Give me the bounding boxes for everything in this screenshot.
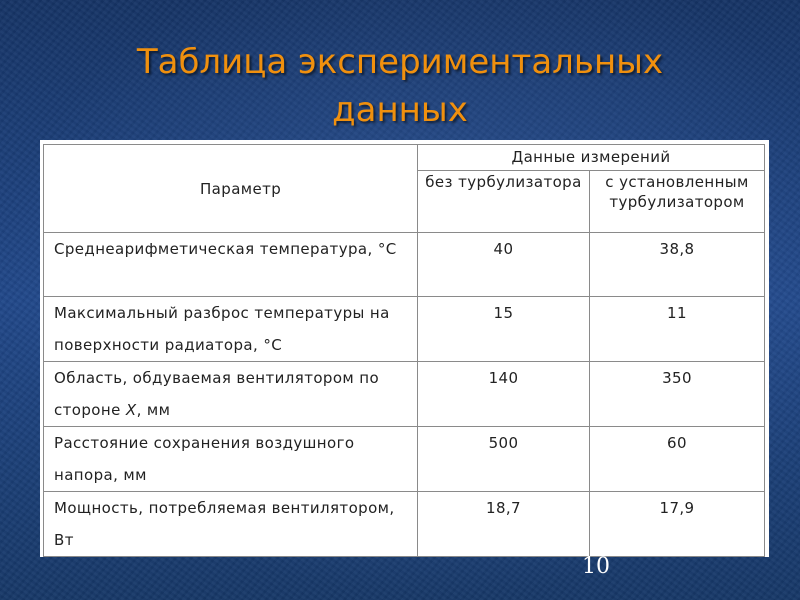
row-value-with: 11 <box>590 297 765 362</box>
slide-title <box>0 38 800 134</box>
row-parameter-variable: X <box>125 401 137 419</box>
header-parameter: Параметр <box>44 145 418 233</box>
row-value-with: 350 <box>590 362 765 427</box>
table-row <box>44 492 765 557</box>
table-row <box>44 233 765 297</box>
row-value-without: 500 <box>418 427 590 492</box>
row-value-without: 40 <box>418 233 590 297</box>
row-value-without: 140 <box>418 362 590 427</box>
header-with-turbulator: с установленным турбулизатором <box>590 171 765 233</box>
experimental-data-table <box>43 144 765 557</box>
row-parameter <box>44 362 418 427</box>
row-parameter-unit: , мм <box>136 401 171 419</box>
row-parameter: Расстояние сохранения воздушного напора, мм <box>44 427 418 492</box>
row-value-without: 15 <box>418 297 590 362</box>
table-header-row <box>44 145 765 171</box>
header-without-turbulator: без турбулизатора <box>418 171 590 233</box>
row-value-with: 60 <box>590 427 765 492</box>
slide-title-line-2: данных <box>332 90 468 130</box>
row-parameter: Мощность, потребляемая вентилятором, Вт <box>44 492 418 557</box>
row-value-without: 18,7 <box>418 492 590 557</box>
table-row <box>44 362 765 427</box>
header-measurements-group: Данные измерений <box>418 145 765 171</box>
row-parameter-text: Область, обдуваемая вентилятором по стороне <box>54 369 380 419</box>
row-value-with: 17,9 <box>590 492 765 557</box>
page-number: 10 <box>582 554 610 579</box>
row-parameter: Максимальный разброс температуры на поверхности радиатора, °С <box>44 297 418 362</box>
table-row <box>44 297 765 362</box>
table-row <box>44 427 765 492</box>
slide-title-line-1: Таблица экспериментальных <box>136 42 664 82</box>
table-panel <box>40 140 769 557</box>
row-parameter: Среднеарифметическая температура, °С <box>44 233 418 297</box>
row-value-with: 38,8 <box>590 233 765 297</box>
